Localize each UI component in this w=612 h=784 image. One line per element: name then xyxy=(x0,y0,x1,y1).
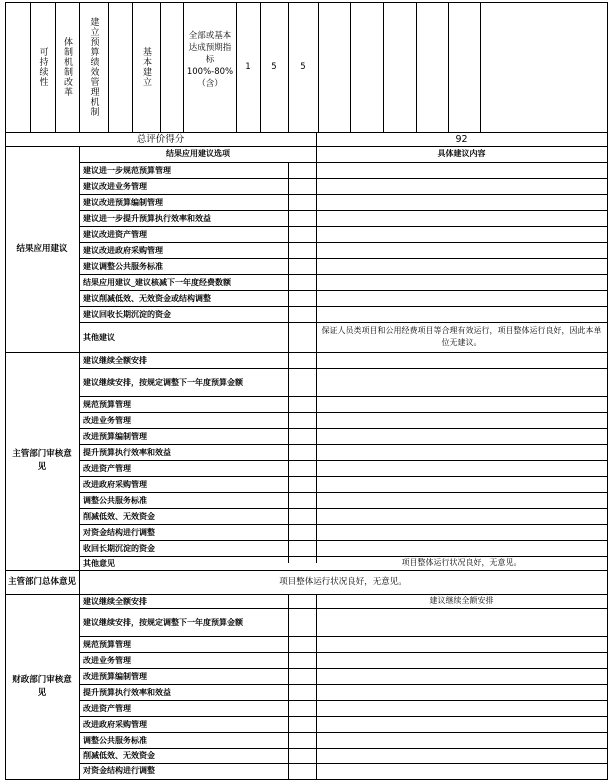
grid-line xyxy=(607,132,608,780)
grid-line xyxy=(480,2,481,133)
grid-line xyxy=(183,2,184,133)
result-option: 建议改进资产管理 xyxy=(83,229,147,239)
grid-line xyxy=(5,2,6,133)
supervisor-option: 改进预算编制管理 xyxy=(83,431,147,441)
supervisor-option: 其他意见 xyxy=(83,558,115,568)
grid-line xyxy=(288,594,289,780)
finance-option: 对资金结构进行调整 xyxy=(83,766,155,775)
grid-line xyxy=(5,779,608,780)
grid-line xyxy=(607,2,608,133)
supervisor-option: 收回长期沉淀的资金 xyxy=(83,543,155,553)
grid-line xyxy=(416,2,417,133)
supervisor-overall-content: 项目整体运行状况良好，无意见。 xyxy=(279,577,407,587)
supervisor-option: 建议继续全额安排 xyxy=(83,355,147,365)
finance-option: 改进预算编制管理 xyxy=(83,671,147,681)
result-option: 建议改进业务管理 xyxy=(83,181,147,191)
basic-established-cell-text: 基本建立 xyxy=(141,47,151,87)
result-option: 建议进一步提升预算执行效率和效益 xyxy=(83,213,211,223)
basic-established-cell xyxy=(132,2,160,132)
expected-indicator-cell: 全部或基本达成预期指标100%-80%（含） xyxy=(186,31,234,89)
supervisor-option: 规范预算管理 xyxy=(83,399,131,409)
actual-score-cell: 5 xyxy=(300,62,306,72)
result-option: 建议改进政府采购管理 xyxy=(83,245,163,255)
finance-option: 建议继续全额安排 xyxy=(83,596,147,606)
result-option: 建议改进预算编制管理 xyxy=(83,197,163,207)
options-header: 结果应用建议选项 xyxy=(166,149,230,158)
grid-line xyxy=(316,594,317,780)
grid-line xyxy=(318,2,319,133)
result-option: 其他建议 xyxy=(83,332,115,342)
score-cell: 5 xyxy=(271,62,277,72)
mechanism-reform-cell-text: 体制机制改革 xyxy=(62,37,72,97)
supervisor-option: 建议继续安排，按规定调整下一年度预算金额 xyxy=(83,377,243,387)
total-score-value: 92 xyxy=(455,133,468,145)
finance-option: 改进业务管理 xyxy=(83,655,131,665)
budget-mechanism-cell xyxy=(79,2,108,132)
finance-option: 改进政府采购管理 xyxy=(83,719,147,729)
budget-mechanism-cell-text: 建立预算绩效管理机制 xyxy=(88,17,99,117)
sustainability-cell-text: 可持续性 xyxy=(37,47,48,87)
finance-option: 削减低效、无效资金 xyxy=(83,751,155,760)
mechanism-reform-cell xyxy=(55,2,79,132)
grid-line xyxy=(350,2,351,133)
grid-line xyxy=(5,132,6,780)
grid-line xyxy=(448,2,449,133)
result-option: 建议调整公共服务标准 xyxy=(83,261,163,271)
finance-section-label: 财政部门审核意见 xyxy=(12,674,72,698)
supervisor-option: 对资金结构进行调整 xyxy=(83,527,155,537)
other-suggestion-content: 保证人员类项目和公用经费项目等合理有效运行，项目整体运行良好，因此本单位无建议。 xyxy=(321,326,602,347)
grid-line xyxy=(288,162,289,563)
finance-option: 提升预算执行效率和效益 xyxy=(83,687,171,697)
finance-option: 改进资产管理 xyxy=(83,703,131,713)
supervisor-option: 改进业务管理 xyxy=(83,415,131,425)
finance-option: 建议继续安排，按规定调整下一年度预算金额 xyxy=(83,617,243,627)
weight-cell: 1 xyxy=(245,62,251,72)
result-option: 结果应用建议_建议核减下一年度经费数额 xyxy=(83,277,231,287)
supervisor-other-content: 项目整体运行状况良好，无意见。 xyxy=(401,558,522,567)
supervisor-option: 削减低效、无效资金 xyxy=(83,511,155,521)
content-header: 具体建议内容 xyxy=(437,149,486,158)
result-option: 建议进一步规范预算管理 xyxy=(83,165,171,175)
result-option: 建议回收长期沉淀的资金 xyxy=(83,309,171,319)
grid-line xyxy=(108,2,109,133)
grid-line xyxy=(160,2,161,133)
supervisor-section-label: 主管部门审核意见 xyxy=(12,449,72,472)
finance-option: 规范预算管理 xyxy=(83,639,131,649)
sustainability-cell xyxy=(30,2,55,132)
supervisor-option: 改进政府采购管理 xyxy=(83,479,147,489)
result-option: 建议削减低效、无效资金或结构调整 xyxy=(83,293,211,303)
finance-first-content: 建议继续全额安排 xyxy=(429,596,494,605)
result-section-label: 结果应用建议 xyxy=(16,243,68,254)
grid-line xyxy=(383,2,384,133)
supervisor-option: 调整公共服务标准 xyxy=(83,495,147,505)
grid-line xyxy=(316,146,317,563)
supervisor-option: 提升预算执行效率和效益 xyxy=(83,447,171,457)
finance-option: 调整公共服务标准 xyxy=(83,735,147,745)
total-score-label: 总评价得分 xyxy=(136,133,185,145)
supervisor-option: 改进资产管理 xyxy=(83,463,131,473)
supervisor-overall-label: 主管部门总体意见 xyxy=(7,577,76,587)
